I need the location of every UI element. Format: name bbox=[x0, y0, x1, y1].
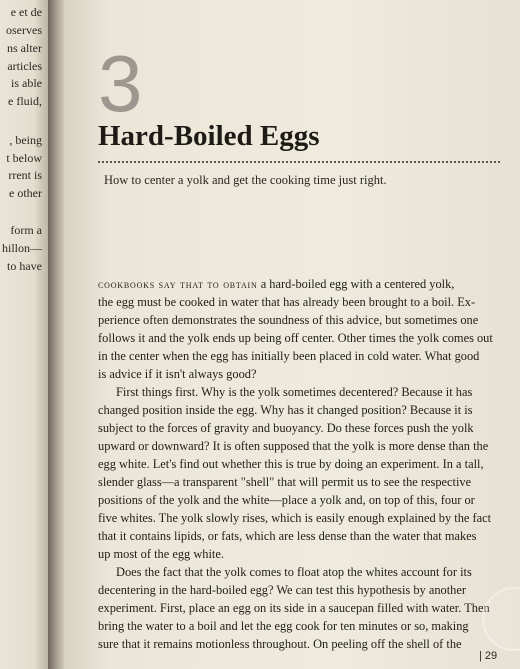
left-page-fragment: rrent is bbox=[8, 168, 42, 182]
body-line: bring the water to a boil and let the egg cook for ten minutes or so, making bbox=[98, 619, 469, 633]
lead-in-smallcaps: cookbooks say that to obtain bbox=[98, 278, 258, 291]
body-line bbox=[98, 278, 454, 291]
body-line: in the center when the egg has initially been placed in cold water. What good bbox=[98, 349, 480, 363]
title-divider bbox=[98, 161, 500, 163]
body-line: changed position inside the egg. Why has it changed position? Because it is bbox=[98, 403, 473, 417]
body-line: upward or downward? It is often supposed that the yolk is more dense than the bbox=[98, 439, 489, 453]
body-line-text: a hard-boiled egg with a centered yolk, bbox=[260, 277, 455, 291]
body-line: positions of the yolk and the white—place a yolk and, on top of this, four or bbox=[98, 493, 475, 507]
page-number: | 29 bbox=[479, 650, 498, 662]
body-line: First things first. Why is the yolk sometimes decentered? Because it has bbox=[116, 385, 473, 399]
left-page-fragment: e other bbox=[9, 186, 42, 200]
chapter-title: Hard-Boiled Eggs bbox=[98, 120, 320, 152]
left-page-fragment: is able bbox=[11, 76, 42, 90]
left-page bbox=[0, 0, 48, 669]
left-page-fragment: t below bbox=[6, 151, 42, 165]
right-page bbox=[64, 0, 520, 669]
chapter-number: 3 bbox=[98, 39, 143, 128]
body-line: egg white. Let's find out whether this is true by doing an experiment. In a tall, bbox=[98, 457, 484, 471]
body-line: the egg must be cooked in water that has already been brought to a boil. Ex- bbox=[98, 295, 476, 309]
body-line: that it contains lipids, or fats, which are less dense than the water that makes bbox=[98, 529, 477, 543]
body-line: Does the fact that the yolk comes to float atop the whites account for its bbox=[116, 565, 472, 579]
body-line: is advice if it isn't always good? bbox=[98, 367, 257, 381]
left-page-fragment: oserves bbox=[6, 23, 42, 37]
left-page-fragment: e et de bbox=[10, 5, 42, 19]
left-page-fragment: e fluid, bbox=[8, 94, 42, 108]
left-page-fragment: articles bbox=[7, 59, 42, 73]
body-line: five whites. The yolk slowly rises, which is easily enough explained by the fact bbox=[98, 511, 492, 525]
body-line: up most of the egg white. bbox=[98, 547, 224, 561]
body-line: slender glass—a transparent "shell" that will permit us to see the respective bbox=[98, 475, 472, 489]
left-page-fragment: , being bbox=[9, 133, 42, 147]
body-line: experiment. First, place an egg on its side in a saucepan filled with water. Then bbox=[98, 601, 490, 615]
body-line: sure that it remains motionless throughout. On peeling off the shell of the bbox=[98, 637, 462, 651]
left-page-fragment: hillon— bbox=[1, 241, 42, 255]
body-line: subject to the forces of gravity and buoyancy. Do these forces push the yolk bbox=[98, 421, 474, 435]
left-page-fragment: ns alter bbox=[7, 41, 42, 55]
left-page-fragment: form a bbox=[10, 223, 42, 237]
book-gutter bbox=[48, 0, 64, 669]
body-line: perience often demonstrates the soundness of this advice, but sometimes one bbox=[98, 313, 479, 327]
watermark-seal bbox=[482, 587, 520, 651]
chapter-subtitle: How to center a yolk and get the cooking time just right. bbox=[104, 173, 387, 187]
left-page-fragment: to have bbox=[7, 259, 42, 273]
body-line: follows it and the yolk ends up being off center. Other times the yolk comes out bbox=[98, 331, 493, 345]
body-line: decentering in the hard-boiled egg? We can test this hypothesis by another bbox=[98, 583, 466, 597]
